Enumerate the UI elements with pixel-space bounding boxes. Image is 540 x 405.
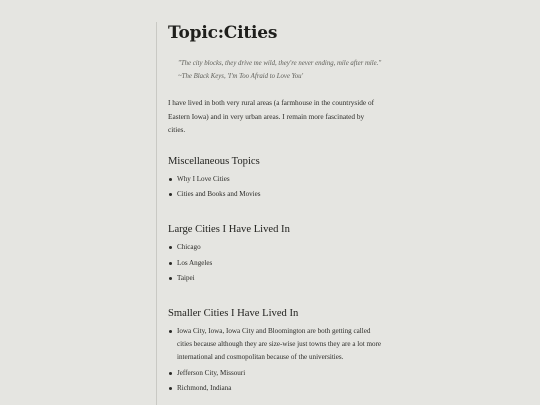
section-large-cities — [168, 223, 383, 285]
list-item: Iowa City, Iowa, Iowa City and Bloomington are both getting called cities because although they are size-wise just towns they are a lot more international and cosmopolitan because of the universities. — [177, 325, 383, 364]
misc-topics-list — [168, 173, 383, 202]
list-item-link[interactable]: Why I Love Cities — [177, 173, 383, 186]
section-heading: Miscellaneous Topics — [168, 155, 260, 167]
section-smaller-cities — [168, 307, 383, 395]
large-cities-list — [168, 241, 383, 285]
list-item-link[interactable]: Cities and Books and Movies — [177, 188, 383, 201]
list-item: Taipei — [177, 272, 383, 285]
epigraph-quote: "The city blocks, they drive me wild, they're never ending, mile after mile." ~The Black Keys, 'I'm Too Afraid to Love You' — [178, 60, 382, 80]
list-item: Los Angeles — [177, 257, 383, 270]
page-title: Topic:Cities — [168, 23, 278, 43]
content-divider — [156, 22, 157, 405]
smaller-cities-list — [168, 325, 383, 395]
main-content — [168, 20, 383, 398]
list-item: Richmond, Indiana — [177, 382, 383, 395]
section-heading: Smaller Cities I Have Lived In — [168, 308, 299, 319]
section-misc-topics — [168, 155, 383, 202]
list-item: Chicago — [177, 241, 383, 254]
list-item: Jefferson City, Missouri — [177, 367, 383, 380]
intro-paragraph: I have lived in both very rural areas (a farmhouse in the countryside of Eastern Iowa) and in very urban areas. I remain more fascinated by cities. — [168, 98, 375, 134]
section-heading: Large Cities I Have Lived In — [168, 224, 290, 235]
